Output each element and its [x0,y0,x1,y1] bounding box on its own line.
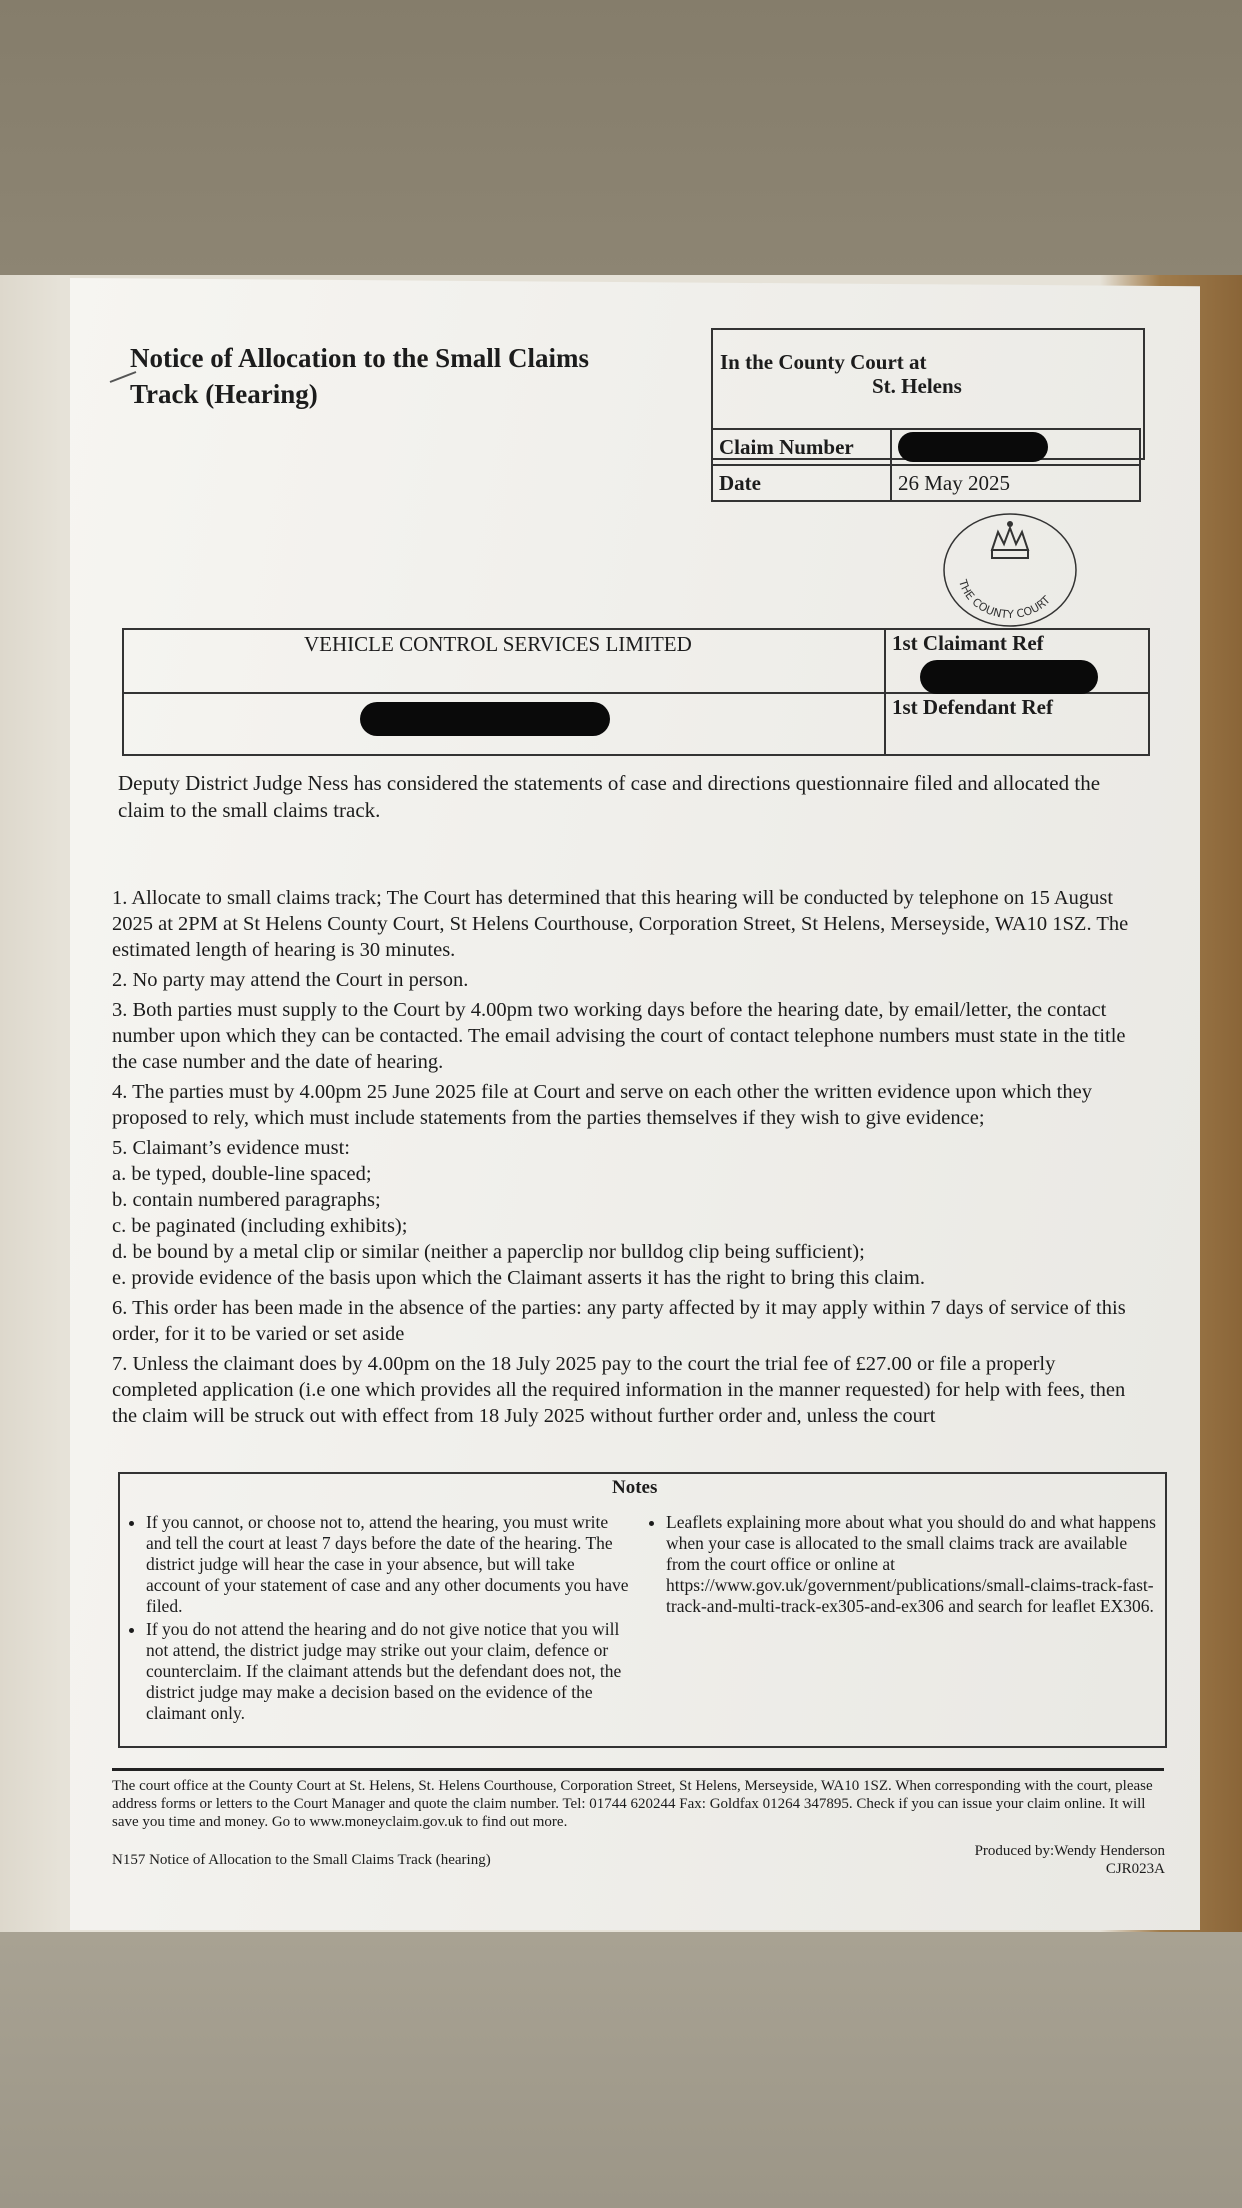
claimant-name: VEHICLE CONTROL SERVICES LIMITED [123,629,885,693]
notes-right-column [642,1512,1162,1619]
order-item: 4. The parties must by 4.00pm 25 June 2025 file at Court and serve on each other the written evidence upon which they proposed to rely, which must include statements from the parties themselves if they wish to give evidence; [112,1081,1092,1129]
produced-by: Produced by:Wendy Henderson [974,1843,1165,1859]
order-item: 2. No party may attend the Court in person. [112,969,469,991]
order-item: 3. Both parties must supply to the Court by 4.00pm two working days before the hearing date, by email/letter, the contact number upon which they can be contacted. The email advising the court of contact telephone numbers must state in the title the case number and the date of hearing. [112,999,1126,1073]
pencil-mark-icon [108,370,138,384]
claimant-role: 1st Claimant Ref [885,629,1149,693]
produced-by-block [900,1842,1165,1878]
defendant-role: 1st Defendant Ref [885,693,1149,755]
background-top [0,0,1242,275]
note-item: • Leaflets explaining more about what you should do and what happens when your case is allocated to the small claims track are available from the court office or online at https://www.gov.uk/government/publications/small-claims-track-fast-track-and-multi-track-ex305-and-ex306 and search for leaflet EX306. [666,1512,1162,1617]
defendant-name [123,693,885,755]
footer-contact-text: The court office at the County Court at St. Helens, St. Helens Courthouse, Corporation Street, St Helens, Merseyside, WA10 1SZ. When corresponding with the court, please address forms or letters to the Court Manager and quote the claim number. Tel: 01744 620244 Fax: Goldfax 01264 347895. Check if you can issue your claim online. It will save you time and money. Go to www.moneyclaim.gov.uk to find out more. [112,1778,1153,1830]
notes-left-column [122,1512,632,1726]
order-item: 7. Unless the claimant does by 4.00pm on the 18 July 2025 pay to the court the trial fee of £27.00 or file a properly completed application (i.e one which provides all the required information in the manner requested) for help with fees, then the claim will be struck out with effect from 18 July 2025 without further order and, unless the court [112,1353,1126,1427]
form-identifier: N157 Notice of Allocation to the Small Claims Track (hearing) [112,1852,491,1868]
claimant-ref-redaction [920,660,1098,694]
order-item: 5. Claimant’s evidence must: [112,1137,350,1159]
date-row [712,465,1140,501]
order-item: 1. Allocate to small claims track; The Court has determined that this hearing will be conducted by telephone on 15 August 2025 at 2PM at St Helens County Court, St Helens Courthouse, Corporation Street, St Helens, Merseyside, WA10 1SZ. The estimated length of hearing is 30 minutes. [112,887,1129,961]
background-bottom [0,1932,1242,2208]
form-code: CJR023A [1105,1861,1165,1877]
date-value: 26 May 2025 [891,465,1140,501]
claim-number-label: Claim Number [712,429,891,465]
claim-number-value [891,429,1140,465]
party-row [123,693,1149,755]
defendant-name-redaction [360,702,610,736]
footer-divider [112,1768,1164,1771]
order-subitem: e. provide evidence of the basis upon which the Claimant asserts it has the right to bring this claim. [112,1267,925,1289]
order-subitem: b. contain numbered paragraphs; [112,1189,381,1211]
court-label: In the County Court at [720,350,927,374]
order-item: 6. This order has been made in the absence of the parties: any party affected by it may apply within 7 days of service of this order, for it to be varied or set aside [112,1297,1126,1345]
order-subitem: c. be paginated (including exhibits); [112,1215,408,1237]
seal-text: THE COUNTY COURT [956,578,1053,622]
order-subitem: d. be bound by a metal clip or similar (neither a paperclip nor bulldog clip being sufficient); [112,1241,865,1263]
order-subitem: a. be typed, double-line spaced; [112,1163,372,1185]
document-title: Notice of Allocation to the Small Claims Track (Hearing) [130,343,589,409]
claim-number-row [712,429,1140,465]
note-item: • If you cannot, or choose not to, attend the hearing, you must write and tell the court at least 7 days before the date of the hearing. The district judge will hear the case in your absence, but will take account of your statement of case and any other documents you have filed. [146,1512,632,1617]
claim-number-redaction [898,432,1048,462]
orders-list [112,885,1142,1433]
county-court-seal-icon [940,510,1080,630]
note-item: • If you do not attend the hearing and do not give notice that you will not attend, the district judge may strike out your claim, defence or counterclaim. If the claimant attends but the defendant does not, the district judge may make a decision based on the evidence of the claimant only. [146,1619,632,1724]
intro-paragraph: Deputy District Judge Ness has considered the statements of case and directions questionnaire filed and allocated the claim to the small claims track. [118,771,1101,822]
court-name: St. Helens [872,374,962,398]
claim-meta-table [711,428,1141,502]
date-label: Date [712,465,891,501]
notes-title: Notes [612,1477,658,1498]
